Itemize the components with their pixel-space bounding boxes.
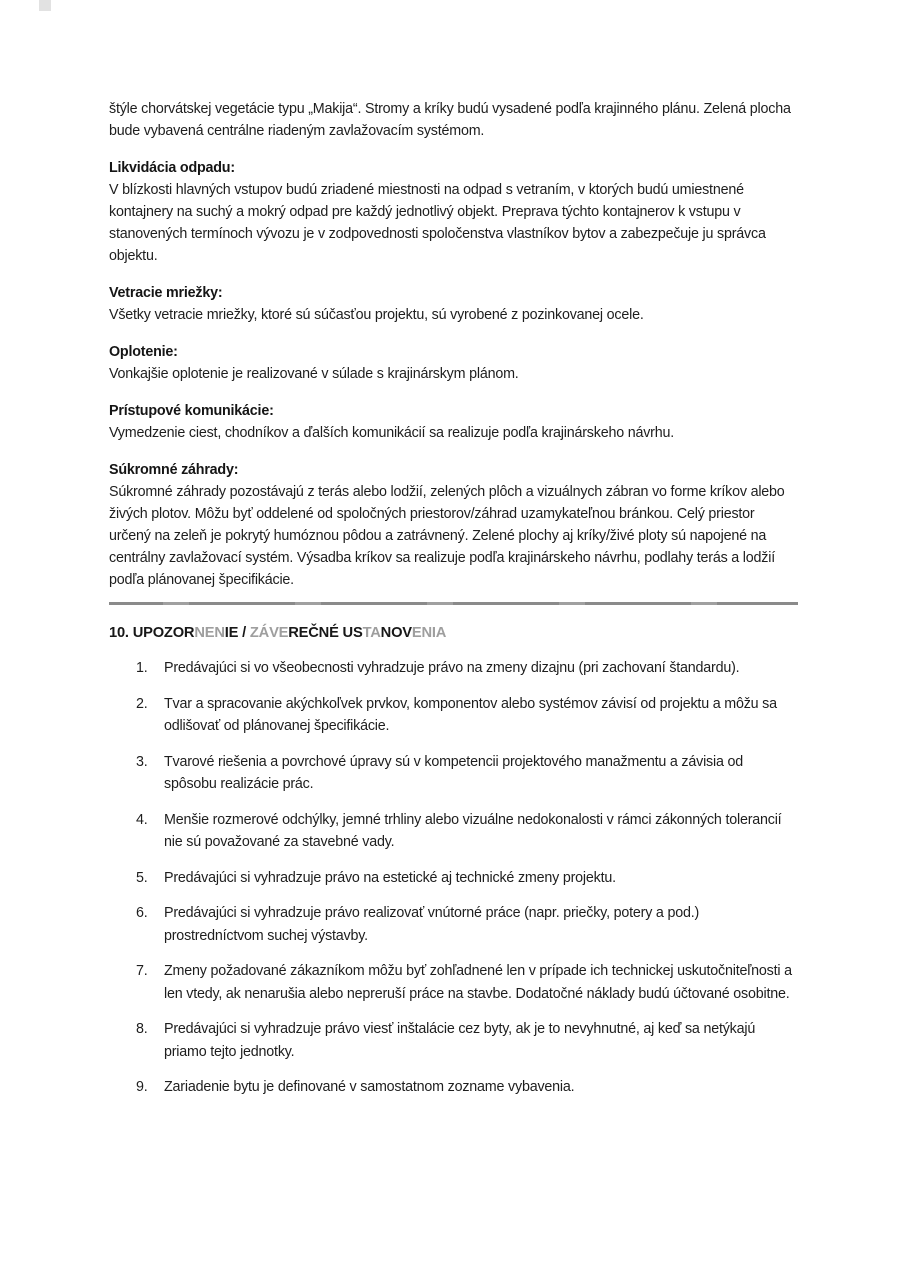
heading-segment: ZÁVE bbox=[249, 625, 289, 641]
section-paragraph: Súkromné záhrady pozostávajú z terás alebo lodžií, zelených plôch a vizuálnych zábran vo forme kríkov alebo živých plotov. Môžu byť oddelené od spoločných priestorov/záhrad uzamykateľnou bránkou. Celý priestor určený na zeleň je pokrytý humóznou pôdou a zatrávnený. Zelené plochy aj kríky/živé ploty sú napojené na centrálny zavlažovací systém. Výsadba kríkov sa realizuje podľa krajinárskeho návrhu, podlahy terás a lodžií podľa plánovanej špecifikácie. bbox=[109, 484, 785, 588]
section-divider bbox=[109, 602, 798, 605]
corner-mark bbox=[39, 0, 51, 11]
section-heading-sukromne-zahrady: Súkromné záhrady: bbox=[109, 462, 239, 478]
list-item bbox=[109, 657, 798, 680]
list-item-number: 3. bbox=[136, 753, 148, 770]
list-item-number: 6. bbox=[136, 905, 148, 921]
final-ordered-list bbox=[109, 657, 798, 1099]
list-item-number: 5. bbox=[136, 869, 148, 886]
list-item-number: 1. bbox=[136, 660, 148, 676]
list-item bbox=[109, 751, 798, 796]
list-item bbox=[109, 693, 798, 738]
list-item-number: 8. bbox=[136, 1021, 148, 1037]
list-item-number: 9. bbox=[136, 1079, 148, 1095]
list-item-text: Tvarové riešenia a povrchové úpravy sú v kompetencii projektového manažmentu a závisia od spôsobu realizácie prác. bbox=[164, 753, 744, 792]
list-item bbox=[109, 809, 798, 854]
list-item-text: Predávajúci si vyhradzuje právo viesť inštalácie cez byty, ak je to nevyhnutné, aj keď sa netýkajú priamo tejto jednotky. bbox=[164, 1021, 756, 1060]
list-item-text: Predávajúci si vo všeobecnosti vyhradzuje právo na zmeny dizajnu (pri zachovaní štandardu). bbox=[164, 660, 740, 676]
list-item bbox=[109, 1076, 798, 1099]
intro-paragraph: štýle chorvátskej vegetácie typu „Makija“. Stromy a kríky budú vysadené podľa krajinného plánu. Zelená plocha bude vybavená centrálne riadeným zavlažovacím systémom. bbox=[109, 101, 791, 139]
list-item bbox=[109, 960, 798, 1005]
section-paragraph: Všetky vetracie mriežky, ktoré sú súčasťou projektu, sú vyrobené z pozinkovanej ocele. bbox=[109, 307, 644, 323]
heading-segment: TA bbox=[362, 625, 381, 641]
list-item bbox=[109, 867, 798, 890]
heading-segment: REČNÉ US bbox=[288, 625, 363, 641]
list-item bbox=[109, 902, 798, 947]
section-paragraph: Vonkajšie oplotenie je realizované v súlade s krajinárskym plánom. bbox=[109, 366, 519, 382]
section-paragraph: Vymedzenie ciest, chodníkov a ďalších komunikácií sa realizuje podľa krajinárskeho návrhu. bbox=[109, 425, 675, 441]
list-item-text: Zariadenie bytu je definované v samostatnom zozname vybavenia. bbox=[164, 1079, 575, 1095]
list-item-text: Menšie rozmerové odchýlky, jemné trhliny alebo vizuálne nedokonalosti v rámci zákonných tolerancií nie sú považované za stavebné vady. bbox=[164, 811, 782, 850]
list-item-text: Predávajúci si vyhradzuje právo na estetické aj technické zmeny projektu. bbox=[164, 869, 616, 886]
heading-segment: IE / bbox=[224, 625, 250, 641]
section-heading-likvidacia-odpadu: Likvidácia odpadu: bbox=[109, 160, 235, 176]
final-section-heading bbox=[109, 622, 798, 644]
list-item-text: Zmeny požadované zákazníkom môžu byť zohľadnené len v prípade ich technickej uskutočniteľnosti a len vtedy, ak nenarušia alebo nepreruší práce na stavbe. Dodatočné náklady budú účtované osobitne. bbox=[164, 963, 792, 1002]
heading-segment: ENIA bbox=[411, 625, 447, 641]
heading-segment: 10. UPOZOR bbox=[109, 625, 195, 641]
section-heading-pristupove-komunikacie: Prístupové komunikácie: bbox=[109, 403, 274, 419]
section-heading-oplotenie: Oplotenie: bbox=[109, 344, 178, 360]
heading-segment: NOV bbox=[380, 625, 412, 641]
list-item bbox=[109, 1018, 798, 1063]
section-paragraph: V blízkosti hlavných vstupov budú zriadené miestnosti na odpad s vetraním, v ktorých budú umiestnené kontajnery na suchý a mokrý odpad pre každý jednotlivý objekt. Preprava týchto kontajnerov k vstupu v stanovených termínoch vývozu je v zodpovednosti spoločenstva vlastníkov bytov a zabezpečuje ju správca objektu. bbox=[109, 182, 766, 264]
heading-segment: NEN bbox=[194, 625, 225, 641]
list-item-number: 4. bbox=[136, 811, 148, 828]
list-item-text: Tvar a spracovanie akýchkoľvek prvkov, komponentov alebo systémov závisí od projektu a môžu sa odlišovať od plánovanej špecifikácie. bbox=[164, 695, 777, 734]
section-heading-vetracie-mriezky: Vetracie mriežky: bbox=[109, 285, 223, 301]
list-item-number: 2. bbox=[136, 695, 148, 712]
list-item-number: 7. bbox=[136, 963, 148, 979]
list-item-text: Predávajúci si vyhradzuje právo realizovať vnútorné práce (napr. priečky, potery a pod.) prostredníctvom suchej výstavby. bbox=[164, 905, 700, 944]
